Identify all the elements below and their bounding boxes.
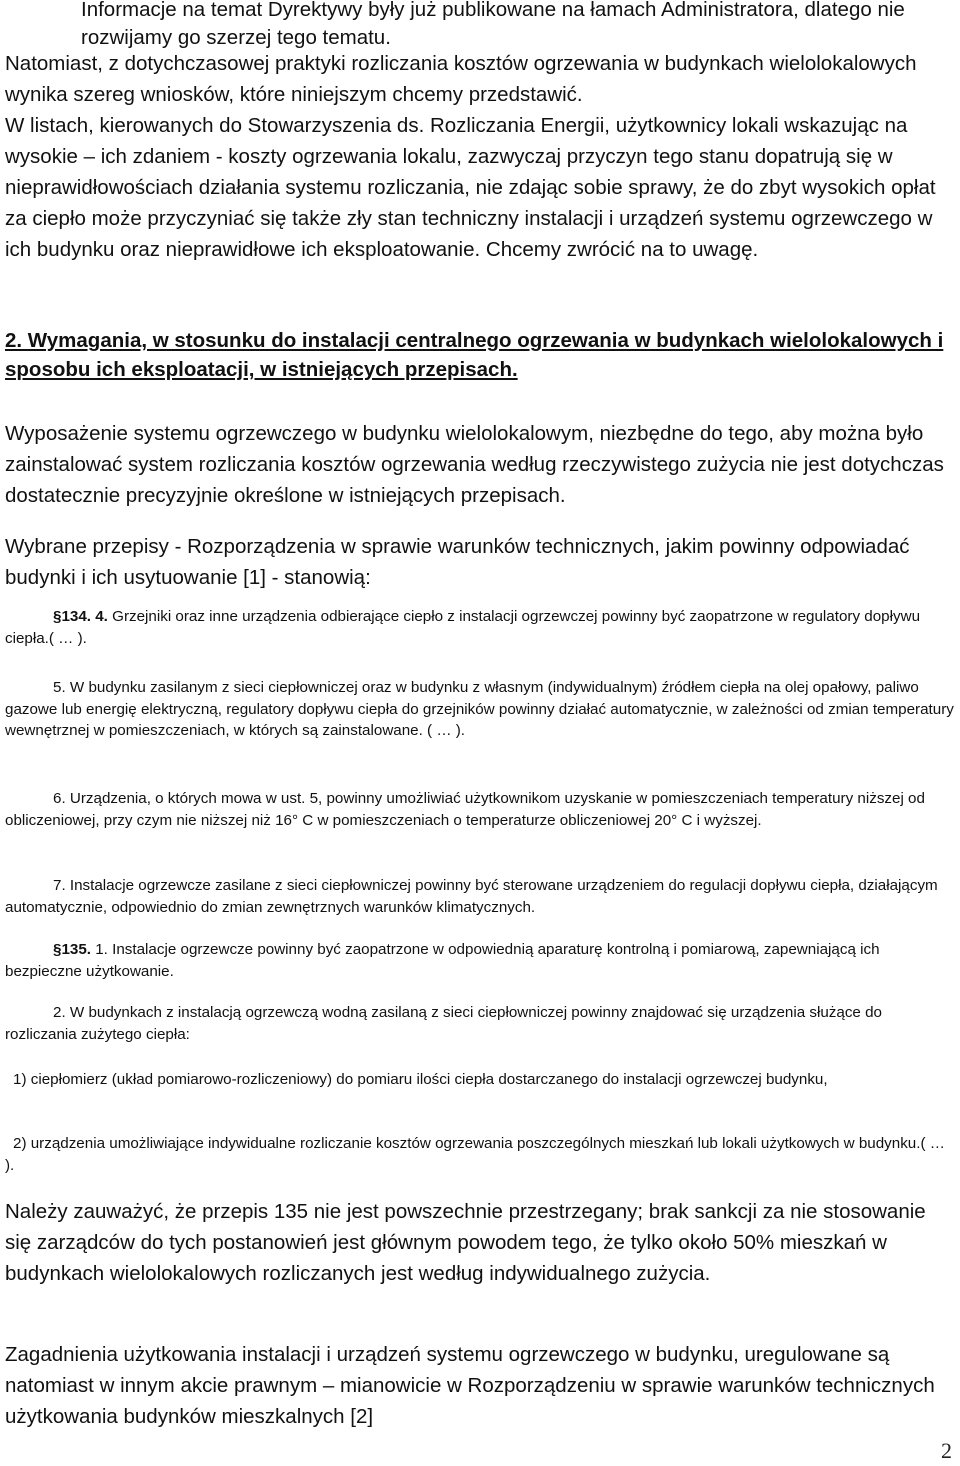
regulation-135-1 [5, 939, 957, 982]
regulation-134-5: 5. W budynku zasilanym z sieci ciepłowniczej oraz w budynku z własnym (indywidualnym) źródłem ciepła na olej opałowy, paliwo gazowe lub energię elektryczną, regulatory dopływu ciepła do grzejników powinny działać automatycznie, w zależności od zmian temperatury wewnętrznej w pomieszczeniach, w których są zainstalowane. ( … ). [5, 679, 954, 739]
section-2-paragraph-2: Wybrane przepisy - Rozporządzenia w sprawie warunków technicznych, jakim powinny odpowiadać budynki i ich usytuowanie [1] - stanowią: [5, 535, 910, 589]
regulation-134-6: 6. Urządzenia, o których mowa w ust. 5, powinny umożliwiać użytkownikom uzyskanie w pomieszczeniach temperatury niższej od obliczeniowej, przy czym nie niższej niż 16° C w pomieszczeniach o temperaturze obliczeniowej 20° C i wyższej. [5, 790, 925, 829]
regulation-text: 1. Instalacje ogrzewcze powinny być zaopatrzone w odpowiednią aparaturę kontrolną i pomiarową, zapewniającą ich bezpieczne użytkowanie. [5, 941, 880, 980]
list-item: 1) ciepłomierz (układ pomiarowo-rozliczeniowy) do pomiaru ilości ciepła dostarczanego do instalacji ogrzewczej budynku, [13, 1071, 828, 1088]
regulation-prefix: §134. 4. [53, 608, 108, 625]
regulation-prefix: §135. [53, 941, 92, 958]
section-2-heading: 2. Wymagania, w stosunku do instalacji centralnego ogrzewania w budynkach wielolokalowych i sposobu ich eksploatacji, w istniejących przepisach. [5, 329, 944, 381]
closing-paragraph-1: Należy zauważyć, że przepis 135 nie jest powszechnie przestrzegany; brak sankcji za nie stosowanie się zarządców do tych postanowień jest głównym powodem tego, że tylko około 50% mieszkań w budynkach wielolokalowych rozliczanych jest według indywidualnego zużycia. [5, 1200, 926, 1285]
section-2-paragraph-1: Wyposażenie systemu ogrzewczego w budynku wielolokalowym, niezbędne do tego, aby można było zainstalować system rozliczania kosztów ogrzewania według rzeczywistego zużycia nie jest dotychczas dostatecznie precyzyjnie określone w istniejących przepisach. [5, 422, 944, 507]
intro-line-2: rozwijamy go szerzej tego tematu. [81, 26, 391, 49]
regulation-134-4 [5, 606, 957, 649]
intro-paragraph-2: Natomiast, z dotychczasowej praktyki rozliczania kosztów ogrzewania w budynkach wielolokalowych wynika szereg wniosków, które niniejszym chcemy przedstawić. [5, 52, 917, 106]
closing-paragraph-2: Zagadnienia użytkowania instalacji i urządzeń systemu ogrzewczego w budynku, uregulowane są natomiast w innym akcie prawnym – mianowicie w Rozporządzeniu w sprawie warunków technicznych użytkowania budynków mieszkalnych [2] [5, 1343, 935, 1428]
intro-line-1: Informacje na temat Dyrektywy były już publikowane na łamach Administratora, dlatego nie [81, 0, 905, 21]
intro-paragraph-3: W listach, kierowanych do Stowarzyszenia ds. Rozliczania Energii, użytkownicy lokali wskazując na wysokie – ich zdaniem - koszty ogrzewania lokalu, zazwyczaj przyczyn tego stanu dopatrują się w nieprawidłowościach działania systemu rozliczania, nie zdając sobie sprawy, że do zbyt wysokich opłat za ciepło może przyczyniać się także zły stan techniczny instalacji i urządzeń systemu ogrzewczego w ich budynku oraz nieprawidłowe ich eksploatowanie. Chcemy zwrócić na to uwagę. [5, 114, 936, 261]
regulation-text: Grzejniki oraz inne urządzenia odbierające ciepło z instalacji ogrzewczej powinny być zaopatrzone w regulatory dopływu ciepła.( … ). [5, 608, 921, 647]
regulation-135-2: 2. W budynkach z instalacją ogrzewczą wodną zasilaną z sieci ciepłowniczej powinny znajdować się urządzenia służące do rozliczania zużytego ciepła: [5, 1004, 882, 1043]
list-item: 2) urządzenia umożliwiające indywidualne rozliczanie kosztów ogrzewania poszczególnych mieszkań lub lokali użytkowych w budynku.( … ). [5, 1135, 945, 1174]
page-number: 2 [941, 1438, 952, 1463]
regulation-134-7: 7. Instalacje ogrzewcze zasilane z sieci ciepłowniczej powinny być sterowane urządzeniem do regulacji dopływu ciepła, działającym automatycznie, odpowiednio do zmian zewnętrznych warunków klimatycznych. [5, 877, 938, 916]
